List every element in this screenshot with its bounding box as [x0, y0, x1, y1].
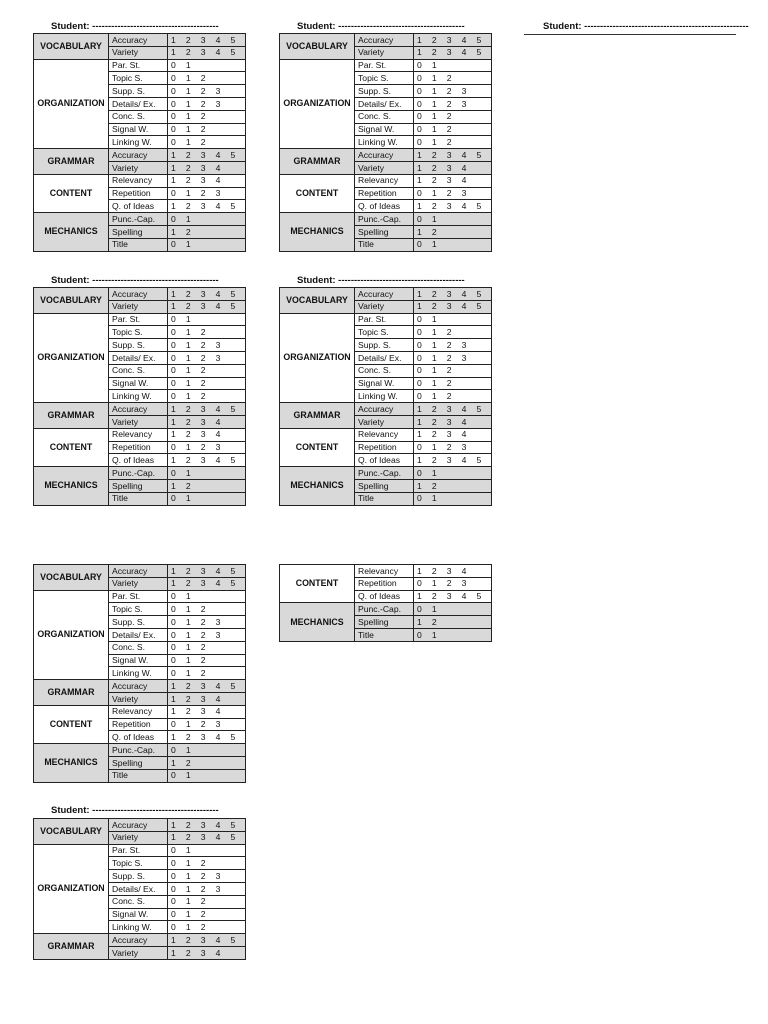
- score-options: 0 1 2: [414, 377, 492, 390]
- rubric-row: [280, 467, 492, 480]
- category-grammar: GRAMMAR: [34, 149, 109, 175]
- criterion-label: Linking W.: [109, 136, 168, 149]
- criterion-label: Repetition: [355, 577, 414, 590]
- criterion-label: Punc.-Cap.: [109, 213, 168, 226]
- score-options: 1 2 3 4: [414, 415, 492, 428]
- score-options: 0 1 2: [168, 326, 246, 339]
- score-options: 1 2 3 4 5: [414, 288, 492, 301]
- score-options: 0 1 2: [414, 110, 492, 123]
- student-name-line: ----------------------------------------: [338, 21, 465, 32]
- score-options: 1 2 3 4 5: [414, 149, 492, 162]
- criterion-label: Details/ Ex.: [355, 97, 414, 110]
- score-options: 0 1: [168, 590, 246, 603]
- category-organization: ORGANIZATION: [34, 844, 109, 934]
- criterion-label: Supp. S.: [109, 616, 168, 629]
- rubric-table-5: [33, 564, 246, 783]
- criterion-label: Q. of Ideas: [355, 454, 414, 467]
- student-header-3: [543, 21, 749, 32]
- student-underline: [524, 34, 736, 35]
- rubric-row: [34, 934, 246, 947]
- criterion-label: Spelling: [109, 479, 168, 492]
- score-options: 1 2: [168, 756, 246, 769]
- score-options: 1 2 3 4 5: [414, 200, 492, 213]
- criterion-label: Conc. S.: [355, 110, 414, 123]
- score-options: 0 1 2: [414, 123, 492, 136]
- score-options: 0 1 2: [168, 908, 246, 921]
- criterion-label: Signal W.: [355, 123, 414, 136]
- criterion-label: Accuracy: [109, 934, 168, 947]
- rubric-row: [34, 705, 246, 718]
- criterion-label: Par. St.: [109, 844, 168, 857]
- rubric-table-3: [33, 287, 246, 506]
- score-options: 1 2: [414, 616, 492, 629]
- criterion-label: Details/ Ex.: [355, 351, 414, 364]
- student-label: Student:: [543, 21, 582, 32]
- score-options: 1 2 3 4: [168, 415, 246, 428]
- criterion-label: Relevancy: [109, 174, 168, 187]
- rubric-row: [34, 313, 246, 326]
- category-grammar: GRAMMAR: [34, 934, 109, 960]
- score-options: 1 2 3 4: [414, 428, 492, 441]
- score-options: 0 1 2 3: [414, 441, 492, 454]
- category-organization: ORGANIZATION: [34, 313, 109, 403]
- criterion-label: Accuracy: [109, 680, 168, 693]
- score-options: 0 1: [168, 59, 246, 72]
- category-organization: ORGANIZATION: [34, 590, 109, 680]
- score-options: 1 2: [168, 225, 246, 238]
- score-options: 0 1 2: [168, 136, 246, 149]
- criterion-label: Topic S.: [109, 72, 168, 85]
- score-options: 0 1 2 3: [168, 616, 246, 629]
- score-options: 0 1 2 3: [414, 97, 492, 110]
- rubric-row: [34, 174, 246, 187]
- criterion-label: Variety: [109, 300, 168, 313]
- score-options: 1 2 3 4 5: [168, 454, 246, 467]
- rubric-row: [280, 428, 492, 441]
- score-options: 1 2: [414, 479, 492, 492]
- criterion-label: Accuracy: [109, 149, 168, 162]
- criterion-label: Supp. S.: [109, 870, 168, 883]
- score-options: 0 1 2: [168, 603, 246, 616]
- score-options: 0 1 2: [168, 667, 246, 680]
- student-label: Student:: [297, 21, 336, 32]
- criterion-label: Title: [355, 492, 414, 505]
- criterion-label: Supp. S.: [109, 85, 168, 98]
- criterion-label: Spelling: [109, 756, 168, 769]
- category-vocabulary: VOCABULARY: [34, 819, 109, 845]
- category-vocabulary: VOCABULARY: [280, 34, 355, 60]
- student-name-line: ----------------------------------------------------: [584, 21, 749, 32]
- rubric-table-2: [279, 33, 492, 252]
- score-options: 0 1 2 3: [168, 339, 246, 352]
- rubric-row: [34, 744, 246, 757]
- rubric-row: [34, 819, 246, 832]
- score-options: 0 1 2 3: [414, 85, 492, 98]
- criterion-label: Details/ Ex.: [109, 97, 168, 110]
- criterion-label: Q. of Ideas: [109, 200, 168, 213]
- score-options: 0 1 2 3: [168, 441, 246, 454]
- rubric-row: [34, 680, 246, 693]
- score-options: 1 2 3 4 5: [414, 403, 492, 416]
- criterion-label: Accuracy: [355, 34, 414, 47]
- rubric-row: [34, 34, 246, 47]
- category-mechanics: MECHANICS: [34, 213, 109, 251]
- score-options: 1 2 3 4 5: [168, 680, 246, 693]
- score-options: 0 1: [414, 628, 492, 641]
- category-grammar: GRAMMAR: [280, 149, 355, 175]
- score-options: 1 2 3 4 5: [414, 46, 492, 59]
- criterion-label: Conc. S.: [109, 364, 168, 377]
- student-label: Student:: [51, 805, 90, 816]
- criterion-label: Repetition: [109, 441, 168, 454]
- score-options: 1 2: [414, 225, 492, 238]
- score-options: 1 2 3 4: [168, 161, 246, 174]
- score-options: 0 1: [414, 492, 492, 505]
- student-header-4: [51, 275, 219, 286]
- category-organization: ORGANIZATION: [280, 313, 355, 403]
- category-content: CONTENT: [34, 705, 109, 743]
- category-content: CONTENT: [280, 565, 355, 603]
- score-options: 0 1 2: [168, 390, 246, 403]
- criterion-label: Par. St.: [109, 313, 168, 326]
- criterion-label: Par. St.: [109, 590, 168, 603]
- student-name-line: ----------------------------------------: [92, 21, 219, 32]
- category-grammar: GRAMMAR: [34, 403, 109, 429]
- category-mechanics: MECHANICS: [280, 603, 355, 641]
- score-options: 0 1: [414, 213, 492, 226]
- criterion-label: Q. of Ideas: [355, 590, 414, 603]
- student-label: Student:: [51, 275, 90, 286]
- criterion-label: Punc.-Cap.: [355, 467, 414, 480]
- score-options: 0 1 2 3: [168, 882, 246, 895]
- rubric-table-6: [279, 564, 492, 642]
- score-options: 0 1 2 3: [168, 97, 246, 110]
- score-options: 0 1 2: [168, 72, 246, 85]
- student-header-2: [297, 21, 465, 32]
- criterion-label: Accuracy: [109, 819, 168, 832]
- rubric-row: [34, 213, 246, 226]
- score-options: 1 2 3 4: [414, 174, 492, 187]
- criterion-label: Variety: [109, 161, 168, 174]
- criterion-label: Q. of Ideas: [109, 731, 168, 744]
- criterion-label: Spelling: [355, 225, 414, 238]
- student-header-5: [297, 275, 465, 286]
- student-header-6: [51, 805, 219, 816]
- category-content: CONTENT: [34, 174, 109, 212]
- rubric-row: [34, 403, 246, 416]
- score-options: 1 2: [168, 479, 246, 492]
- score-options: 0 1 2 3: [168, 85, 246, 98]
- score-options: 0 1: [168, 467, 246, 480]
- criterion-label: Relevancy: [109, 428, 168, 441]
- category-vocabulary: VOCABULARY: [34, 288, 109, 314]
- score-options: 0 1 2: [168, 921, 246, 934]
- score-options: 0 1 2 3: [168, 718, 246, 731]
- criterion-label: Conc. S.: [355, 364, 414, 377]
- criterion-label: Variety: [355, 161, 414, 174]
- score-options: 1 2 3 4 5: [168, 934, 246, 947]
- criterion-label: Variety: [355, 46, 414, 59]
- score-options: 1 2 3 4 5: [168, 34, 246, 47]
- criterion-label: Topic S.: [355, 72, 414, 85]
- score-options: 1 2 3 4 5: [168, 300, 246, 313]
- score-options: 0 1 2: [168, 641, 246, 654]
- criterion-label: Punc.-Cap.: [109, 744, 168, 757]
- criterion-label: Signal W.: [109, 123, 168, 136]
- criterion-label: Variety: [355, 300, 414, 313]
- criterion-label: Topic S.: [109, 857, 168, 870]
- rubric-row: [34, 467, 246, 480]
- criterion-label: Supp. S.: [355, 339, 414, 352]
- rubric-row: [34, 149, 246, 162]
- score-options: 1 2 3 4: [414, 161, 492, 174]
- criterion-label: Linking W.: [355, 390, 414, 403]
- score-options: 0 1: [168, 213, 246, 226]
- score-options: 0 1 2: [168, 110, 246, 123]
- category-organization: ORGANIZATION: [280, 59, 355, 149]
- score-options: 1 2 3 4 5: [414, 300, 492, 313]
- score-options: 0 1: [168, 744, 246, 757]
- score-options: 1 2 3 4: [168, 692, 246, 705]
- student-label: Student:: [297, 275, 336, 286]
- criterion-label: Signal W.: [109, 654, 168, 667]
- score-options: 1 2 3 4 5: [168, 565, 246, 578]
- score-options: 1 2 3 4: [168, 428, 246, 441]
- score-options: 1 2 3 4 5: [168, 831, 246, 844]
- criterion-label: Title: [355, 628, 414, 641]
- score-options: 1 2 3 4 5: [414, 590, 492, 603]
- criterion-label: Repetition: [109, 187, 168, 200]
- rubric-table-1: [33, 33, 246, 252]
- student-name-line: ----------------------------------------: [92, 275, 219, 286]
- criterion-label: Variety: [109, 946, 168, 959]
- criterion-label: Accuracy: [355, 403, 414, 416]
- score-options: 1 2 3 4 5: [168, 403, 246, 416]
- rubric-row: [280, 174, 492, 187]
- score-options: 1 2 3 4: [168, 174, 246, 187]
- criterion-label: Supp. S.: [109, 339, 168, 352]
- criterion-label: Par. St.: [109, 59, 168, 72]
- score-options: 0 1 2 3: [414, 577, 492, 590]
- score-options: 1 2 3 4: [168, 946, 246, 959]
- criterion-label: Conc. S.: [109, 895, 168, 908]
- student-name-line: ----------------------------------------: [338, 275, 465, 286]
- criterion-label: Variety: [109, 46, 168, 59]
- criterion-label: Signal W.: [109, 908, 168, 921]
- criterion-label: Title: [109, 769, 168, 782]
- score-options: 1 2 3 4 5: [414, 454, 492, 467]
- rubric-row: [34, 844, 246, 857]
- rubric-row: [34, 428, 246, 441]
- rubric-row: [34, 59, 246, 72]
- score-options: 0 1: [414, 313, 492, 326]
- score-options: 0 1 2: [168, 895, 246, 908]
- rubric-row: [280, 603, 492, 616]
- rubric-row: [34, 565, 246, 578]
- score-options: 0 1 2 3: [414, 187, 492, 200]
- criterion-label: Par. St.: [355, 313, 414, 326]
- criterion-label: Linking W.: [109, 921, 168, 934]
- criterion-label: Relevancy: [355, 174, 414, 187]
- criterion-label: Spelling: [109, 225, 168, 238]
- criterion-label: Repetition: [355, 187, 414, 200]
- criterion-label: Q. of Ideas: [355, 200, 414, 213]
- rubric-table-7: [33, 818, 246, 960]
- rubric-row: [280, 313, 492, 326]
- criterion-label: Details/ Ex.: [109, 351, 168, 364]
- criterion-label: Accuracy: [109, 565, 168, 578]
- score-options: 1 2 3 4 5: [168, 577, 246, 590]
- score-options: 0 1 2 3: [168, 187, 246, 200]
- criterion-label: Details/ Ex.: [109, 628, 168, 641]
- score-options: 0 1 2: [168, 364, 246, 377]
- criterion-label: Repetition: [355, 441, 414, 454]
- criterion-label: Relevancy: [355, 565, 414, 578]
- criterion-label: Linking W.: [109, 667, 168, 680]
- rubric-row: [280, 565, 492, 578]
- criterion-label: Variety: [109, 692, 168, 705]
- score-options: 0 1: [414, 238, 492, 251]
- criterion-label: Topic S.: [109, 326, 168, 339]
- rubric-row: [280, 59, 492, 72]
- category-vocabulary: VOCABULARY: [34, 34, 109, 60]
- criterion-label: Spelling: [355, 616, 414, 629]
- category-content: CONTENT: [280, 174, 355, 212]
- score-options: 0 1 2: [414, 390, 492, 403]
- category-mechanics: MECHANICS: [280, 467, 355, 505]
- score-options: 1 2 3 4 5: [168, 46, 246, 59]
- score-options: 0 1: [168, 313, 246, 326]
- criterion-label: Punc.-Cap.: [109, 467, 168, 480]
- rubric-row: [280, 403, 492, 416]
- score-options: 1 2 3 4 5: [168, 731, 246, 744]
- criterion-label: Variety: [355, 415, 414, 428]
- criterion-label: Variety: [109, 415, 168, 428]
- score-options: 1 2 3 4 5: [414, 34, 492, 47]
- category-mechanics: MECHANICS: [34, 744, 109, 782]
- rubric-row: [280, 288, 492, 301]
- criterion-label: Conc. S.: [109, 641, 168, 654]
- criterion-label: Linking W.: [355, 136, 414, 149]
- criterion-label: Accuracy: [109, 288, 168, 301]
- criterion-label: Topic S.: [355, 326, 414, 339]
- score-options: 0 1 2: [168, 654, 246, 667]
- score-options: 1 2 3 4: [168, 705, 246, 718]
- score-options: 0 1: [168, 238, 246, 251]
- score-options: 0 1 2 3: [414, 351, 492, 364]
- score-options: 0 1 2 3: [168, 628, 246, 641]
- category-vocabulary: VOCABULARY: [280, 288, 355, 314]
- criterion-label: Relevancy: [355, 428, 414, 441]
- criterion-label: Par. St.: [355, 59, 414, 72]
- rubric-row: [280, 149, 492, 162]
- criterion-label: Supp. S.: [355, 85, 414, 98]
- rubric-row: [34, 288, 246, 301]
- score-options: 1 2 3 4 5: [168, 288, 246, 301]
- score-options: 1 2 3 4: [414, 565, 492, 578]
- rubric-row: [280, 213, 492, 226]
- score-options: 0 1: [414, 467, 492, 480]
- score-options: 1 2 3 4 5: [168, 200, 246, 213]
- score-options: 1 2 3 4 5: [168, 149, 246, 162]
- rubric-table-4: [279, 287, 492, 506]
- criterion-label: Repetition: [109, 718, 168, 731]
- score-options: 0 1: [414, 603, 492, 616]
- category-content: CONTENT: [280, 428, 355, 466]
- score-options: 0 1 2: [168, 857, 246, 870]
- criterion-label: Punc.-Cap.: [355, 603, 414, 616]
- criterion-label: Title: [109, 238, 168, 251]
- score-options: 0 1: [414, 59, 492, 72]
- score-options: 0 1: [168, 844, 246, 857]
- score-options: 0 1 2 3: [168, 351, 246, 364]
- score-options: 0 1: [168, 492, 246, 505]
- criterion-label: Title: [109, 492, 168, 505]
- criterion-label: Spelling: [355, 479, 414, 492]
- criterion-label: Accuracy: [355, 149, 414, 162]
- criterion-label: Variety: [109, 831, 168, 844]
- student-name-line: ----------------------------------------: [92, 805, 219, 816]
- score-options: 0 1 2: [168, 123, 246, 136]
- criterion-label: Accuracy: [355, 288, 414, 301]
- category-content: CONTENT: [34, 428, 109, 466]
- score-options: 0 1 2: [414, 72, 492, 85]
- criterion-label: Accuracy: [109, 34, 168, 47]
- score-options: 0 1 2: [414, 326, 492, 339]
- criterion-label: Signal W.: [109, 377, 168, 390]
- rubric-row: [34, 590, 246, 603]
- student-label: Student:: [51, 21, 90, 32]
- category-grammar: GRAMMAR: [34, 680, 109, 706]
- criterion-label: Variety: [109, 577, 168, 590]
- criterion-label: Accuracy: [109, 403, 168, 416]
- rubric-row: [280, 34, 492, 47]
- score-options: 1 2 3 4 5: [168, 819, 246, 832]
- criterion-label: Q. of Ideas: [109, 454, 168, 467]
- score-options: 0 1 2: [414, 364, 492, 377]
- criterion-label: Topic S.: [109, 603, 168, 616]
- criterion-label: Signal W.: [355, 377, 414, 390]
- score-options: 0 1 2: [414, 136, 492, 149]
- criterion-label: Punc.-Cap.: [355, 213, 414, 226]
- category-vocabulary: VOCABULARY: [34, 565, 109, 591]
- score-options: 0 1 2: [168, 377, 246, 390]
- score-options: 0 1 2 3: [414, 339, 492, 352]
- category-grammar: GRAMMAR: [280, 403, 355, 429]
- category-mechanics: MECHANICS: [280, 213, 355, 251]
- student-header-1: [51, 21, 219, 32]
- criterion-label: Linking W.: [109, 390, 168, 403]
- criterion-label: Title: [355, 238, 414, 251]
- score-options: 0 1 2 3: [168, 870, 246, 883]
- category-mechanics: MECHANICS: [34, 467, 109, 505]
- score-options: 0 1: [168, 769, 246, 782]
- criterion-label: Conc. S.: [109, 110, 168, 123]
- criterion-label: Details/ Ex.: [109, 882, 168, 895]
- criterion-label: Relevancy: [109, 705, 168, 718]
- category-organization: ORGANIZATION: [34, 59, 109, 149]
